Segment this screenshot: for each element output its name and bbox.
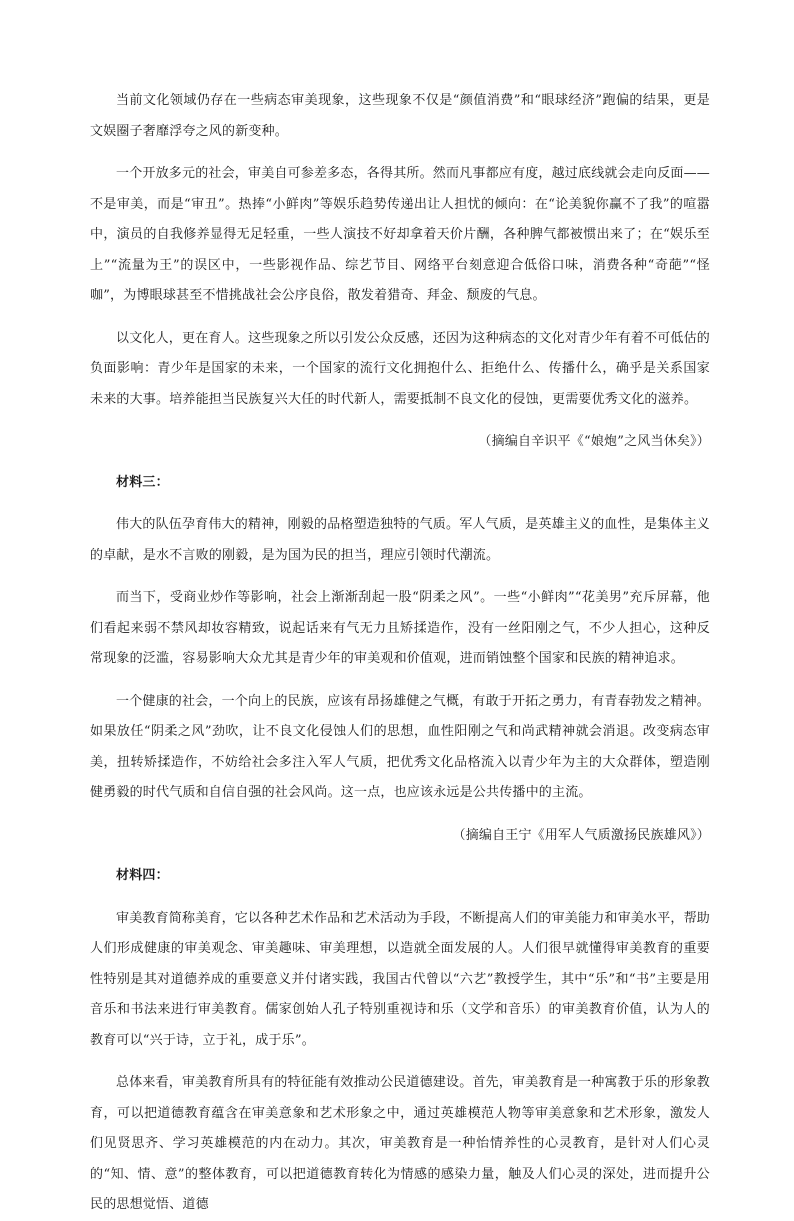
paragraph: 一个健康的社会，一个向上的民族，应该有昂扬雄健之气概，有敢于开拓之勇力，有青春勃发之精神。如果放任“阴柔之风”劲吹，让不良文化侵蚀人们的思想，血性阳刚之气和尚武精神就会消退。改变病态审美，扭转矫揉造作，不妨给社会多注入军人气质，把优秀文化品格流入以青少年为主的大众群体，塑造刚健勇毅的时代气质和自信自强的社会风尚。这一点，也应该永远是公共传播中的主流。	[90, 693, 711, 800]
section-heading: 材料三：	[116, 474, 169, 490]
paragraph: 一个开放多元的社会，审美自可参差多态，各得其所。然而凡事都应有度，越过底线就会走向反面——不是审美，而是“审丑”。热捧“小鲜肉”等娱乐趋势传递出让人担忧的倾向：在“论美貌你赢不了我”的喧嚣中，演员的自我修养显得无足轻重，一些人演技不好却拿着天价片酬，各种脾气都被惯出来了；在“娱乐至上”“流量为王”的误区中，一些影视作品、综艺节目、网络平台刻意迎合低俗口味，消费各种“奇葩”“怪咖”，为博眼球甚至不惜挑战社会公序良俗，散发着猎奇、拜金、颓废的气息。	[90, 166, 711, 303]
paragraph: 以文化人，更在育人。这些现象之所以引发公众反感，还因为这种病态的文化对青少年有着不可低估的负面影响：青少年是国家的未来，一个国家的流行文化拥抱什么、拒绝什么、传播什么，确乎是关系国家未来的大事。培养能担当民族复兴大任的时代新人，需要抵制不良文化的侵蚀，更需要优秀文化的滋养。	[90, 330, 711, 407]
source-citation: （摘编自辛识平《“娘炮”之风当休矣》）	[478, 434, 710, 449]
paragraph: 审美教育简称美育，它以各种艺术作品和艺术活动为手段，不断提高人们的审美能力和审美水平，帮助人们形成健康的审美观念、审美趣味、审美理想，以造就全面发展的人。人们很早就懂得审美教育的重要性特别是其对道德养成的重要意义并付诸实践，我国古代曾以“六艺”教授学生，其中“乐”和“书”主要是用音乐和书法来进行审美教育。儒家创始人孔子特别重视诗和乐（文学和音乐）的审美教育价值，认为人的教育可以“兴于诗，立于礼，成于乐”。	[90, 910, 711, 1048]
section-heading: 材料四：	[116, 868, 169, 883]
paragraph: 总体来看，审美教育所具有的特征能有效推动公民道德建设。首先，审美教育是一种寓教于乐的形象教育，可以把道德教育蕴含在审美意象和艺术形象之中，通过英雄模范人物等审美意象和艺术形象，激发人们见贤思齐、学习英雄模范的内在动力。其次，审美教育是一种怡情养性的心灵教育，是针对人们心灵的“知、情、意”的整体教育，可以把道德教育转化为情感的感染力量，触及人们心灵的深处，进而提升公民的思想觉悟、道德	[90, 1075, 711, 1212]
paragraph: 而当下，受商业炒作等影响，社会上渐渐刮起一股“阴柔之风”。一些“小鲜肉”“花美男”充斥屏幕，他们看起来弱不禁风却妆容精致，说起话来有气无力且矫揉造作，没有一丝阳刚之气，不少人担心，这种反常现象的泛滥，容易影响大众尤其是青少年的审美观和价值观，进而销蚀整个国家和民族的精神追求。	[90, 590, 710, 666]
source-citation: （摘编自王宁《用军人气质激扬民族雄风》）	[452, 827, 710, 843]
paragraph: 当前文化领域仍存在一些病态审美现象，这些现象不仅是“颜值消费”和“眼球经济”跑偏的结果，更是文娱圈子奢靡浮夸之风的新变种。	[90, 93, 710, 139]
paragraph: 伟大的队伍孕育伟大的精神，刚毅的品格塑造独特的气质。军人气质，是英雄主义的血性，是集体主义的卓献，是水不言败的刚毅，是为国为民的担当，理应引领时代潮流。	[90, 517, 711, 563]
